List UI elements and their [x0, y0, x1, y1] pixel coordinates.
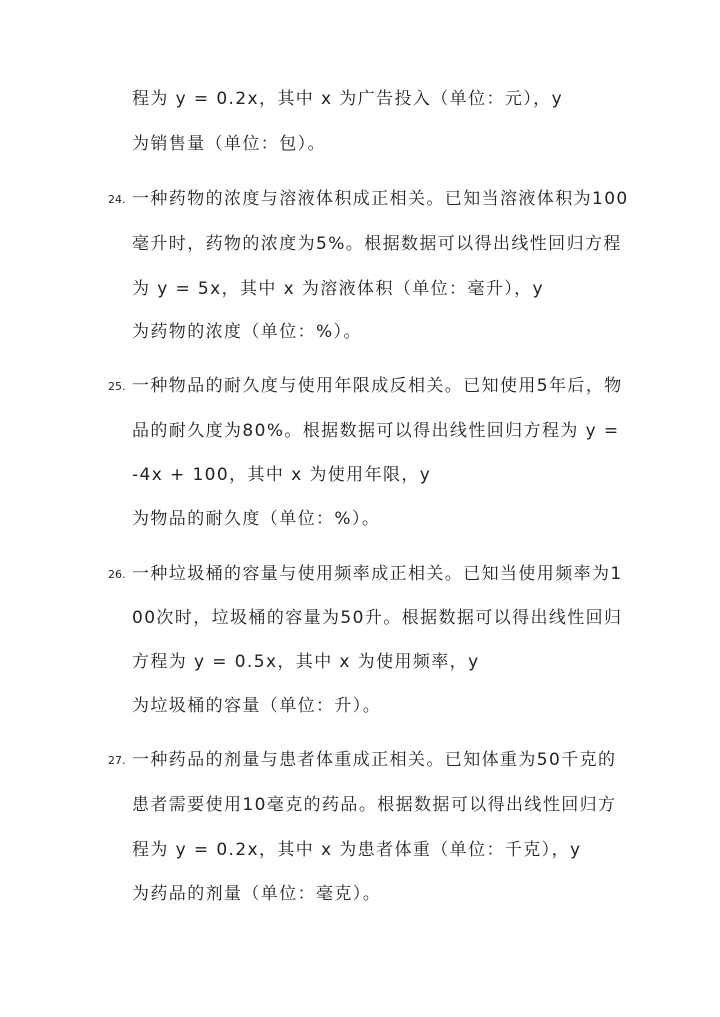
- item-number-26: 26.: [108, 568, 126, 581]
- item-27-line-4: 为药品的剂量（单位：毫克）。: [132, 884, 382, 904]
- item-25-line-2: 品的耐久度为80%。根据数据可以得出线性回归方程为 y =: [132, 421, 620, 441]
- intro-line-2: 为销售量（单位：包）。: [132, 134, 326, 154]
- item-24-line-2: 毫升时，药物的浓度为5%。根据数据可以得出线性回归方程: [132, 234, 622, 254]
- item-25-line-4: 为物品的耐久度（单位：%）。: [132, 509, 381, 529]
- item-26-line-2: 00次时，垃圾桶的容量为50升。根据数据可以得出线性回归: [132, 608, 623, 628]
- item-number-27: 27.: [108, 754, 126, 767]
- item-26-line-3: 方程为 y = 0.5x，其中 x 为使用频率，y: [132, 652, 480, 672]
- item-27-line-1: 一种药品的剂量与患者体重成正相关。已知体重为50千克的: [132, 750, 617, 770]
- item-24-line-3: 为 y = 5x，其中 x 为溶液体积（单位：毫升），y: [132, 279, 545, 299]
- item-25-line-3: -4x + 100，其中 x 为使用年限，y: [132, 465, 432, 485]
- item-26-line-4: 为垃圾桶的容量（单位：升）。: [132, 696, 382, 716]
- item-number-25: 25.: [108, 380, 126, 393]
- item-number-24: 24.: [108, 193, 126, 206]
- item-24-line-4: 为药物的浓度（单位：%）。: [132, 322, 362, 342]
- item-27-line-2: 患者需要使用10毫克的药品。根据数据可以得出线性回归方: [132, 795, 617, 815]
- item-26-line-1: 一种垃圾桶的容量与使用频率成正相关。已知当使用频率为1: [132, 564, 623, 584]
- item-25-line-1: 一种物品的耐久度与使用年限成反相关。已知使用5年后，物: [132, 376, 623, 396]
- item-24-line-1: 一种药物的浓度与溶液体积成正相关。已知当溶液体积为100: [132, 189, 629, 209]
- item-27-line-3: 程为 y = 0.2x，其中 x 为患者体重（单位：千克），y: [132, 840, 582, 860]
- intro-line-1: 程为 y = 0.2x，其中 x 为广告投入（单位：元），y: [132, 89, 564, 109]
